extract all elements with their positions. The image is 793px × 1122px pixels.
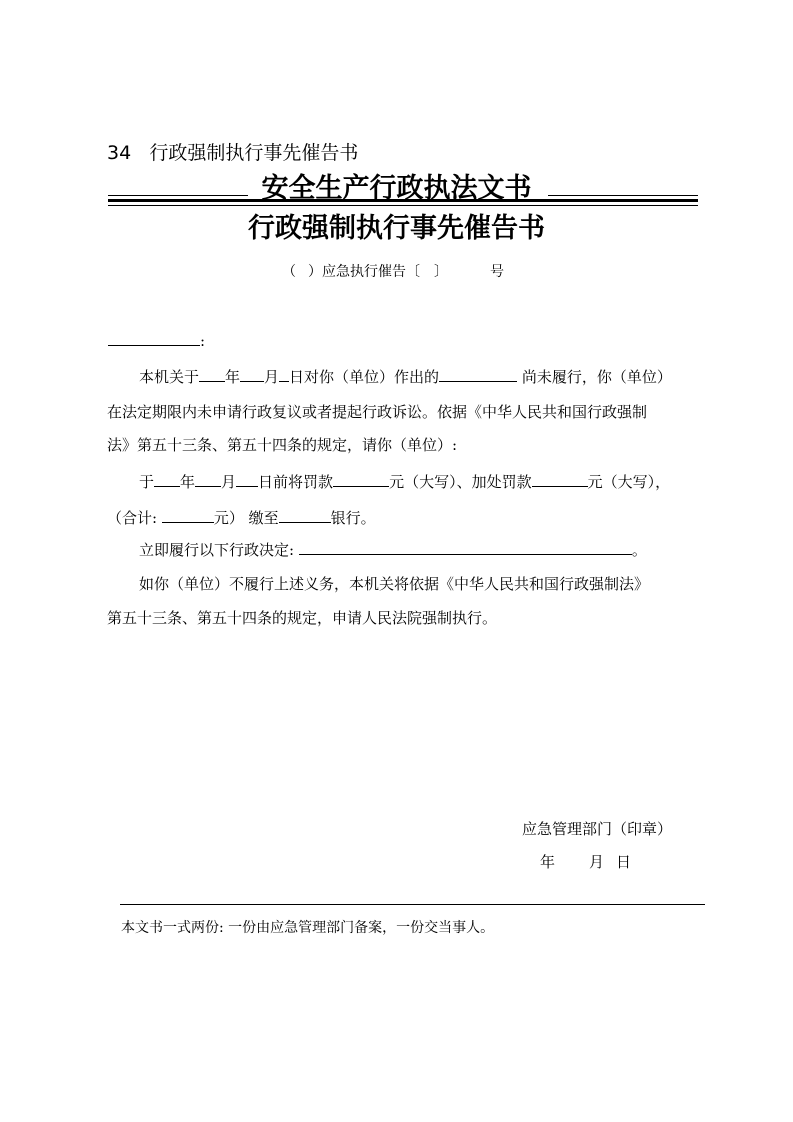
document-number-title: 行政强制执行事先催告书 (149, 142, 359, 164)
date-month: 月 (589, 853, 605, 871)
text: 立即履行以下行政决定: (139, 541, 295, 559)
text: 日对你（单位）作出的 (289, 368, 440, 386)
text: 年 (225, 368, 241, 386)
paragraph-4-line-1: 如你（单位）不履行上述义务，本机关将依据《中华人民共和国行政强制法》 (139, 575, 650, 593)
bank-blank[interactable] (279, 507, 331, 523)
recipient-line (108, 330, 205, 350)
issue-date (540, 851, 631, 872)
paragraph-3 (139, 539, 647, 560)
doc-code-close-bracket: 〕 (434, 264, 448, 280)
header-rule-left (108, 195, 248, 196)
text: 于 (139, 473, 155, 491)
additional-fine-blank[interactable] (532, 471, 588, 487)
text: 月 (221, 473, 237, 491)
decision-blank[interactable] (439, 366, 517, 382)
recipient-colon: : (200, 332, 206, 350)
text: 日前将罚款 (258, 473, 334, 491)
day-blank[interactable] (279, 366, 289, 382)
text: 尚未履行，你（单位） (521, 368, 672, 386)
text: 元（大写）， (587, 473, 671, 491)
header-title: 安全生产行政执法文书 (261, 173, 532, 204)
paragraph-4-line-2: 第五十三条、第五十四条的规定，申请人民法院强制执行。 (107, 609, 498, 627)
text: （合计: (107, 509, 158, 527)
paragraph-2-line-1 (139, 471, 670, 492)
document-number-heading (107, 138, 358, 165)
total-blank[interactable] (162, 507, 214, 523)
fine-amount-blank[interactable] (333, 471, 389, 487)
footnote: 本文书一式两份: 一份由应急管理部门备案，一份交当事人。 (121, 920, 495, 936)
date-day: 日 (616, 853, 632, 871)
paragraph-1-line-2: 在法定期限内未申请行政复议或者提起行政诉讼。依据《中华人民共和国行政强制 (107, 403, 648, 421)
decision-content-blank[interactable] (299, 539, 632, 555)
recipient-blank[interactable] (108, 330, 200, 346)
text: 。 (631, 541, 647, 559)
date-year: 年 (540, 853, 556, 871)
year-blank[interactable] (199, 366, 225, 382)
footer-rule (120, 904, 705, 905)
main-title: 行政强制执行事先催告书 (248, 213, 545, 244)
header-double-rule (108, 199, 698, 206)
issuing-authority-seal: 应急管理部门（印章） (522, 820, 673, 838)
doc-code-label: ）应急执行催告〔 (308, 264, 420, 280)
text: 年 (180, 473, 196, 491)
paragraph-1-line-1 (139, 366, 672, 387)
text: 银行。 (330, 509, 376, 527)
header-rule-right (548, 195, 698, 196)
document-number: 34 (107, 142, 132, 164)
doc-code-open-paren: （ (282, 264, 296, 280)
paragraph-1-line-3: 法》第五十三条、第五十四条的规定，请你（单位）: (107, 436, 458, 454)
doc-code-suffix: 号 (490, 264, 504, 280)
month-blank[interactable] (240, 366, 264, 382)
text: 元） 缴至 (213, 509, 279, 527)
month-blank[interactable] (195, 471, 221, 487)
year-blank[interactable] (154, 471, 180, 487)
text: 月 (264, 368, 280, 386)
day-blank[interactable] (236, 471, 258, 487)
text: 本机关于 (139, 368, 200, 386)
document-code (282, 261, 504, 281)
text: 元（大写）、加处罚款 (389, 473, 532, 491)
paragraph-2-line-2 (107, 507, 376, 528)
